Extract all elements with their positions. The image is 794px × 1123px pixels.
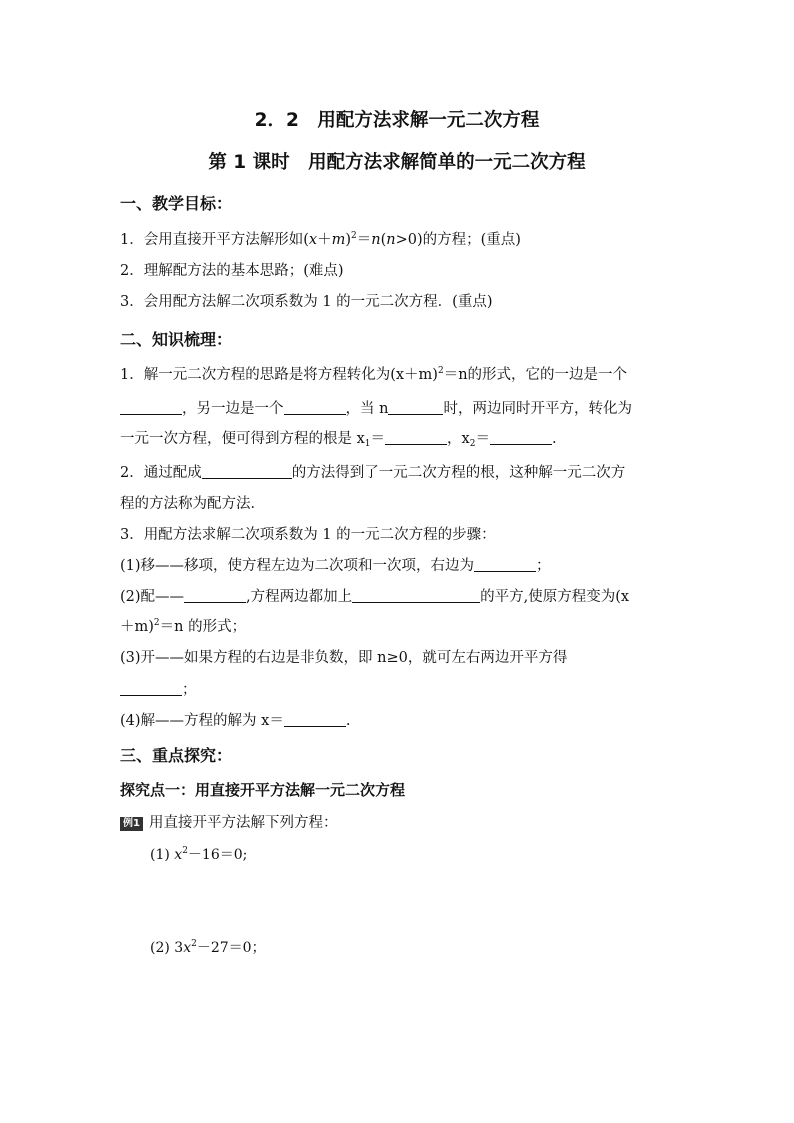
goal-3: 3．会用配方法解二次项系数为 1 的一元二次方程．(重点) [120, 294, 493, 310]
section-heading-goals: 一、教学目标： [120, 194, 233, 213]
fill-blank[interactable] [490, 430, 552, 445]
goal-2: 2．理解配方法的基本思路；(难点) [120, 263, 344, 279]
example-1-intro: 例1 用直接开平方法解下列方程： [120, 811, 337, 832]
example-question-1: (1) $x^2-16=0$; [150, 846, 248, 863]
page-title: 2．2 用配方法求解一元二次方程 [254, 110, 540, 131]
section-heading-knowledge: 二、知识梳理： [120, 330, 233, 349]
knowledge-2-line-2: 程的方法称为配方法． [120, 496, 265, 512]
explore-point-1: 探究点一：用直接开平方法解一元二次方程 [120, 781, 406, 799]
page-subtitle: 第 1 课时 用配方法求解简单的一元二次方程 [208, 152, 586, 173]
example-tag: 例1 [120, 817, 143, 831]
fill-blank[interactable] [120, 681, 182, 696]
fill-blank[interactable] [385, 430, 447, 445]
knowledge-1-line-3: 一元一次方程，便可得到方程的根是 $x_1=$ ，$x_2=$ . [120, 431, 557, 449]
knowledge-1-line-1: 1．解一元二次方程的思路是将方程转化为$(x+m)^2=n$的形式，它的一边是一个 [120, 366, 628, 383]
step-1: (1)移——移项，使方程左边为二次项和一次项，右边为 ； [120, 558, 551, 574]
step-3-line-1: (3)开——如果方程的右边是非负数，即 n≥0，就可左右两边开平方得 [120, 650, 568, 666]
step-4: (4)解——方程的解为 x＝ . [120, 713, 351, 729]
fill-blank[interactable] [202, 464, 292, 479]
fill-blank[interactable] [474, 557, 536, 572]
fill-blank[interactable] [284, 712, 346, 727]
step-2-line-2: ＋m)$^2$＝n 的形式； [120, 618, 247, 635]
knowledge-1-line-2: ，另一边是一个 ，当 n 时，两边同时开平方，转化为 [120, 397, 632, 418]
step-3-line-2: ； [120, 678, 197, 699]
fill-blank[interactable] [388, 400, 443, 415]
fill-blank[interactable] [120, 400, 182, 415]
example-question-2: (2) $3x^2-27=0$； [150, 939, 266, 956]
step-2-line-1: (2)配—— ,方程两边都加上 的平方,使原方程变为(x [120, 589, 630, 605]
section-heading-explore: 三、重点探究： [120, 746, 233, 765]
fill-blank[interactable] [352, 588, 480, 603]
knowledge-2-line-1: 2．通过配成 的方法得到了一元二次方程的根，这种解一元二次方 [120, 465, 626, 481]
knowledge-3: 3．用配方法求解二次项系数为 1 的一元二次方程的步骤： [120, 527, 496, 543]
fill-blank[interactable] [284, 400, 346, 415]
fill-blank[interactable] [184, 588, 246, 603]
goal-1: 1．会用直接开平方法解形如$(x+m)^2=n(n>0)$的方程；(重点) [120, 231, 521, 248]
